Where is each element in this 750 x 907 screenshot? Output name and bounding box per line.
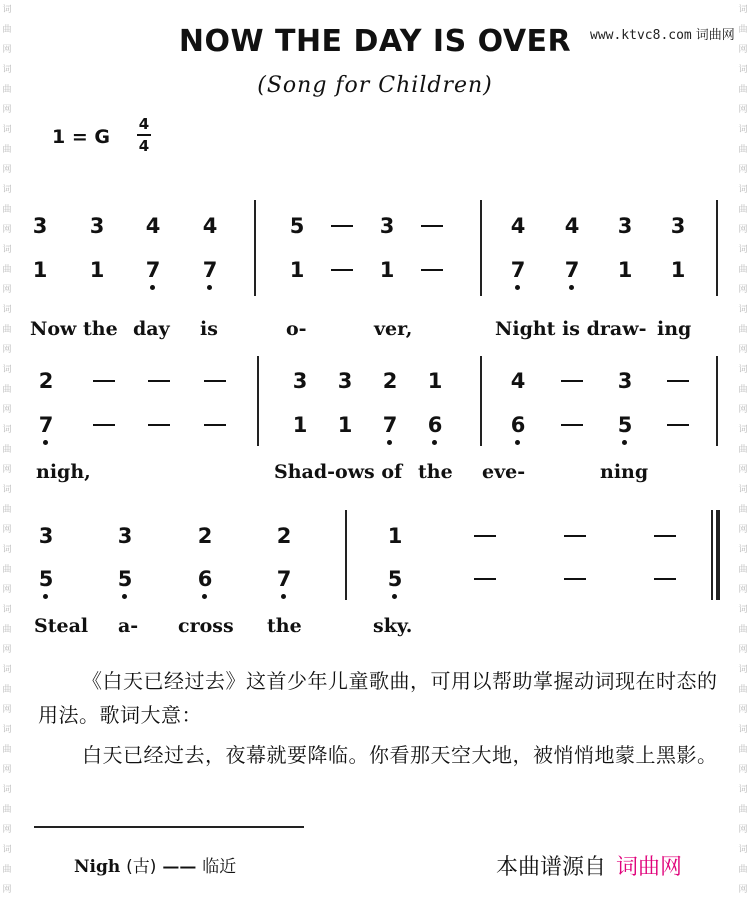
upper-note: 4 xyxy=(564,214,580,238)
watermark-site-name: 词曲网 xyxy=(695,28,735,43)
watermark-char: 网 xyxy=(738,105,748,115)
watermark-char: 曲 xyxy=(2,625,12,635)
barline xyxy=(480,200,482,296)
watermark-char: 词 xyxy=(2,5,12,15)
watermark-char: 曲 xyxy=(738,145,748,155)
upper-note: 4 xyxy=(145,214,161,238)
dash-sustain xyxy=(474,535,496,537)
upper-note: 1 xyxy=(387,524,403,548)
lyric-syllable: a- xyxy=(118,615,139,637)
upper-note: 4 xyxy=(510,214,526,238)
watermark-char: 词 xyxy=(2,485,12,495)
upper-note: 3 xyxy=(670,214,686,238)
upper-note: 3 xyxy=(337,369,353,393)
lower-note: 6 xyxy=(194,567,216,591)
watermark-char: 词 xyxy=(2,725,12,735)
notes-paragraph-1 xyxy=(38,664,728,732)
watermark-char: 曲 xyxy=(2,325,12,335)
lyric-syllable: nigh, xyxy=(36,461,91,483)
upper-note: 4 xyxy=(510,369,526,393)
watermark-char: 曲 xyxy=(2,385,12,395)
watermark-char: 词 xyxy=(738,185,748,195)
watermark-char: 词 xyxy=(2,605,12,615)
lower-note: 5 xyxy=(384,567,406,591)
watermark-char: 网 xyxy=(2,225,12,235)
lyric-syllable: Now the xyxy=(30,318,118,340)
lyric-syllable: the xyxy=(418,461,453,483)
lyric-syllable: ing xyxy=(657,318,692,340)
watermark-char: 曲 xyxy=(738,325,748,335)
watermark-char: 网 xyxy=(738,705,748,715)
watermark-char: 网 xyxy=(738,345,748,355)
watermark-char: 词 xyxy=(738,725,748,735)
watermark-right-strip xyxy=(736,0,750,907)
song-subtitle: (Song for Children) xyxy=(257,73,493,98)
barline xyxy=(716,200,718,296)
watermark-char: 词 xyxy=(738,125,748,135)
watermark-char: 网 xyxy=(2,705,12,715)
watermark-char: 网 xyxy=(2,165,12,175)
dash-sustain xyxy=(204,380,226,382)
watermark-char: 网 xyxy=(738,765,748,775)
barline xyxy=(716,356,718,446)
watermark-char: 词 xyxy=(738,545,748,555)
watermark-char: 曲 xyxy=(2,805,12,815)
lower-note: 7 xyxy=(35,413,57,437)
upper-note: 3 xyxy=(292,369,308,393)
final-barline xyxy=(711,510,713,600)
upper-note: 2 xyxy=(276,524,292,548)
watermark-char: 网 xyxy=(2,285,12,295)
watermark-char: 词 xyxy=(738,245,748,255)
watermark-char: 词 xyxy=(738,485,748,495)
lower-note: 7 xyxy=(273,567,295,591)
notes-paragraph-2-text: 白天已经过去，夜幕就要降临。你看那天空大地，被悄悄地蒙上黑影。 xyxy=(82,743,718,767)
dash-sustain xyxy=(204,424,226,426)
dash-sustain xyxy=(564,535,586,537)
lower-note: 1 xyxy=(379,258,395,282)
watermark-char: 曲 xyxy=(2,865,12,875)
watermark-char: 词 xyxy=(2,65,12,75)
watermark-char: 曲 xyxy=(2,505,12,515)
upper-note: 3 xyxy=(89,214,105,238)
watermark-char: 网 xyxy=(738,585,748,595)
watermark-char: 网 xyxy=(738,225,748,235)
watermark-char: 曲 xyxy=(738,445,748,455)
watermark-char: 曲 xyxy=(2,565,12,575)
footnote-rule xyxy=(34,826,304,828)
watermark-char: 网 xyxy=(738,525,748,535)
dash-sustain xyxy=(564,578,586,580)
lower-note: 7 xyxy=(199,258,221,282)
upper-note: 3 xyxy=(617,369,633,393)
final-barline-thick xyxy=(716,510,720,600)
upper-note: 1 xyxy=(427,369,443,393)
lower-note: 5 xyxy=(35,567,57,591)
dash-sustain xyxy=(667,424,689,426)
upper-note: 2 xyxy=(197,524,213,548)
dash-sustain xyxy=(654,578,676,580)
lower-note: 1 xyxy=(670,258,686,282)
lower-note: 1 xyxy=(32,258,48,282)
lower-note: 6 xyxy=(424,413,446,437)
lower-note: 1 xyxy=(292,413,308,437)
lyric-syllable: cross xyxy=(178,615,234,637)
watermark-char: 网 xyxy=(2,885,12,895)
watermark-char: 曲 xyxy=(2,205,12,215)
watermark-char: 网 xyxy=(738,645,748,655)
watermark-char: 网 xyxy=(2,345,12,355)
dash-sustain xyxy=(561,424,583,426)
watermark-char: 网 xyxy=(738,465,748,475)
watermark-char: 曲 xyxy=(738,745,748,755)
watermark-char: 曲 xyxy=(2,25,12,35)
upper-note: 4 xyxy=(202,214,218,238)
watermark-char: 网 xyxy=(2,465,12,475)
barline xyxy=(345,510,347,600)
watermark-char: 曲 xyxy=(738,85,748,95)
key-signature: 1 = G xyxy=(52,126,110,148)
lower-note: 7 xyxy=(507,258,529,282)
upper-note: 3 xyxy=(32,214,48,238)
watermark-char: 词 xyxy=(738,665,748,675)
dash-sustain xyxy=(148,424,170,426)
watermark-char: 曲 xyxy=(738,25,748,35)
gloss-meaning: 临近 xyxy=(202,857,237,877)
barline xyxy=(480,356,482,446)
watermark-char: 曲 xyxy=(738,205,748,215)
barline xyxy=(254,200,256,296)
watermark-char: 词 xyxy=(738,785,748,795)
gloss-dash: —— xyxy=(162,857,197,877)
dash-sustain xyxy=(93,424,115,426)
gloss-term: Nigh xyxy=(74,857,121,877)
watermark-char: 网 xyxy=(738,165,748,175)
lower-note: 6 xyxy=(507,413,529,437)
dash-sustain xyxy=(474,578,496,580)
lower-note: 7 xyxy=(561,258,583,282)
watermark-char: 词 xyxy=(2,785,12,795)
watermark-char: 曲 xyxy=(2,85,12,95)
watermark-char: 网 xyxy=(2,45,12,55)
watermark-char: 网 xyxy=(2,105,12,115)
watermark-char: 词 xyxy=(2,125,12,135)
lyric-syllable: ning xyxy=(600,461,649,483)
watermark-char: 网 xyxy=(2,645,12,655)
dash-sustain xyxy=(148,380,170,382)
watermark-char: 网 xyxy=(738,885,748,895)
watermark-char: 曲 xyxy=(2,685,12,695)
watermark-char: 词 xyxy=(738,365,748,375)
watermark-char: 网 xyxy=(2,825,12,835)
watermark-char: 曲 xyxy=(2,745,12,755)
source-credit[interactable] xyxy=(496,850,682,881)
watermark-char: 曲 xyxy=(738,265,748,275)
time-signature xyxy=(136,114,152,156)
lyric-syllable: is xyxy=(200,318,218,340)
watermark-char: 词 xyxy=(2,425,12,435)
watermark-char: 曲 xyxy=(738,385,748,395)
lower-note: 5 xyxy=(114,567,136,591)
watermark-char: 词 xyxy=(2,365,12,375)
watermark-char: 网 xyxy=(738,825,748,835)
lower-note: 1 xyxy=(617,258,633,282)
watermark-char: 网 xyxy=(738,285,748,295)
dash-sustain xyxy=(331,269,353,271)
watermark-url-text: www.ktvc8.com xyxy=(590,28,692,43)
upper-note: 5 xyxy=(289,214,305,238)
upper-note: 3 xyxy=(117,524,133,548)
watermark-char: 网 xyxy=(2,405,12,415)
meter-bottom: 4 xyxy=(138,137,150,155)
lyric-syllable: ver, xyxy=(374,318,413,340)
song-title: NOW THE DAY IS OVER xyxy=(178,24,572,59)
watermark-char: 词 xyxy=(2,245,12,255)
dash-sustain xyxy=(667,380,689,382)
lower-note: 1 xyxy=(89,258,105,282)
barline xyxy=(257,356,259,446)
lyric-syllable: Shad-ows of xyxy=(274,461,403,483)
lower-note: 1 xyxy=(289,258,305,282)
watermark-char: 词 xyxy=(2,305,12,315)
watermark-char: 词 xyxy=(738,5,748,15)
watermark-char: 曲 xyxy=(738,865,748,875)
dash-sustain xyxy=(421,225,443,227)
watermark-char: 曲 xyxy=(2,145,12,155)
watermark-char: 词 xyxy=(2,845,12,855)
watermark-char: 曲 xyxy=(738,805,748,815)
watermark-char: 曲 xyxy=(2,445,12,455)
notes-paragraph-1-text: 《白天已经过去》这首少年儿童歌曲，可用以帮助掌握动词现在时态的用法。歌词大意： xyxy=(38,669,718,727)
watermark-char: 曲 xyxy=(738,625,748,635)
lyric-syllable: the xyxy=(267,615,302,637)
watermark-char: 词 xyxy=(2,665,12,675)
lower-note: 7 xyxy=(379,413,401,437)
watermark-char: 词 xyxy=(738,605,748,615)
lower-note: 1 xyxy=(337,413,353,437)
lyric-syllable: o- xyxy=(286,318,307,340)
watermark-char: 词 xyxy=(738,65,748,75)
upper-note: 2 xyxy=(38,369,54,393)
lyric-syllable: eve- xyxy=(482,461,526,483)
watermark-char: 网 xyxy=(2,585,12,595)
watermark-char: 网 xyxy=(2,525,12,535)
lyric-syllable: day xyxy=(133,318,170,340)
watermark-char: 曲 xyxy=(738,565,748,575)
lyric-syllable: Night is draw- xyxy=(495,318,647,340)
watermark-char: 曲 xyxy=(2,265,12,275)
upper-note: 3 xyxy=(379,214,395,238)
watermark-char: 网 xyxy=(738,45,748,55)
dash-sustain xyxy=(561,380,583,382)
gloss-tag: (古) xyxy=(126,857,157,877)
watermark-char: 词 xyxy=(738,425,748,435)
dash-sustain xyxy=(421,269,443,271)
watermark-char: 曲 xyxy=(738,685,748,695)
dash-sustain xyxy=(93,380,115,382)
footnote-gloss xyxy=(74,852,236,877)
source-label: 本曲谱源自 xyxy=(496,855,607,880)
upper-note: 2 xyxy=(382,369,398,393)
dash-sustain xyxy=(654,535,676,537)
upper-note: 3 xyxy=(617,214,633,238)
watermark-char: 词 xyxy=(738,845,748,855)
watermark-char: 网 xyxy=(738,405,748,415)
watermark-char: 词 xyxy=(2,545,12,555)
upper-note: 3 xyxy=(38,524,54,548)
watermark-char: 词 xyxy=(738,305,748,315)
meter-top: 4 xyxy=(138,115,150,133)
lower-note: 7 xyxy=(142,258,164,282)
dash-sustain xyxy=(331,225,353,227)
notes-paragraph-2 xyxy=(38,738,728,772)
watermark-left-strip xyxy=(0,0,14,907)
lyric-syllable: Steal xyxy=(34,615,89,637)
lyric-syllable: sky. xyxy=(373,615,413,637)
watermark-char: 网 xyxy=(2,765,12,775)
watermark-char: 曲 xyxy=(738,505,748,515)
watermark-char: 词 xyxy=(2,185,12,195)
lower-note: 5 xyxy=(614,413,636,437)
source-brand[interactable]: 词曲网 xyxy=(616,855,683,880)
